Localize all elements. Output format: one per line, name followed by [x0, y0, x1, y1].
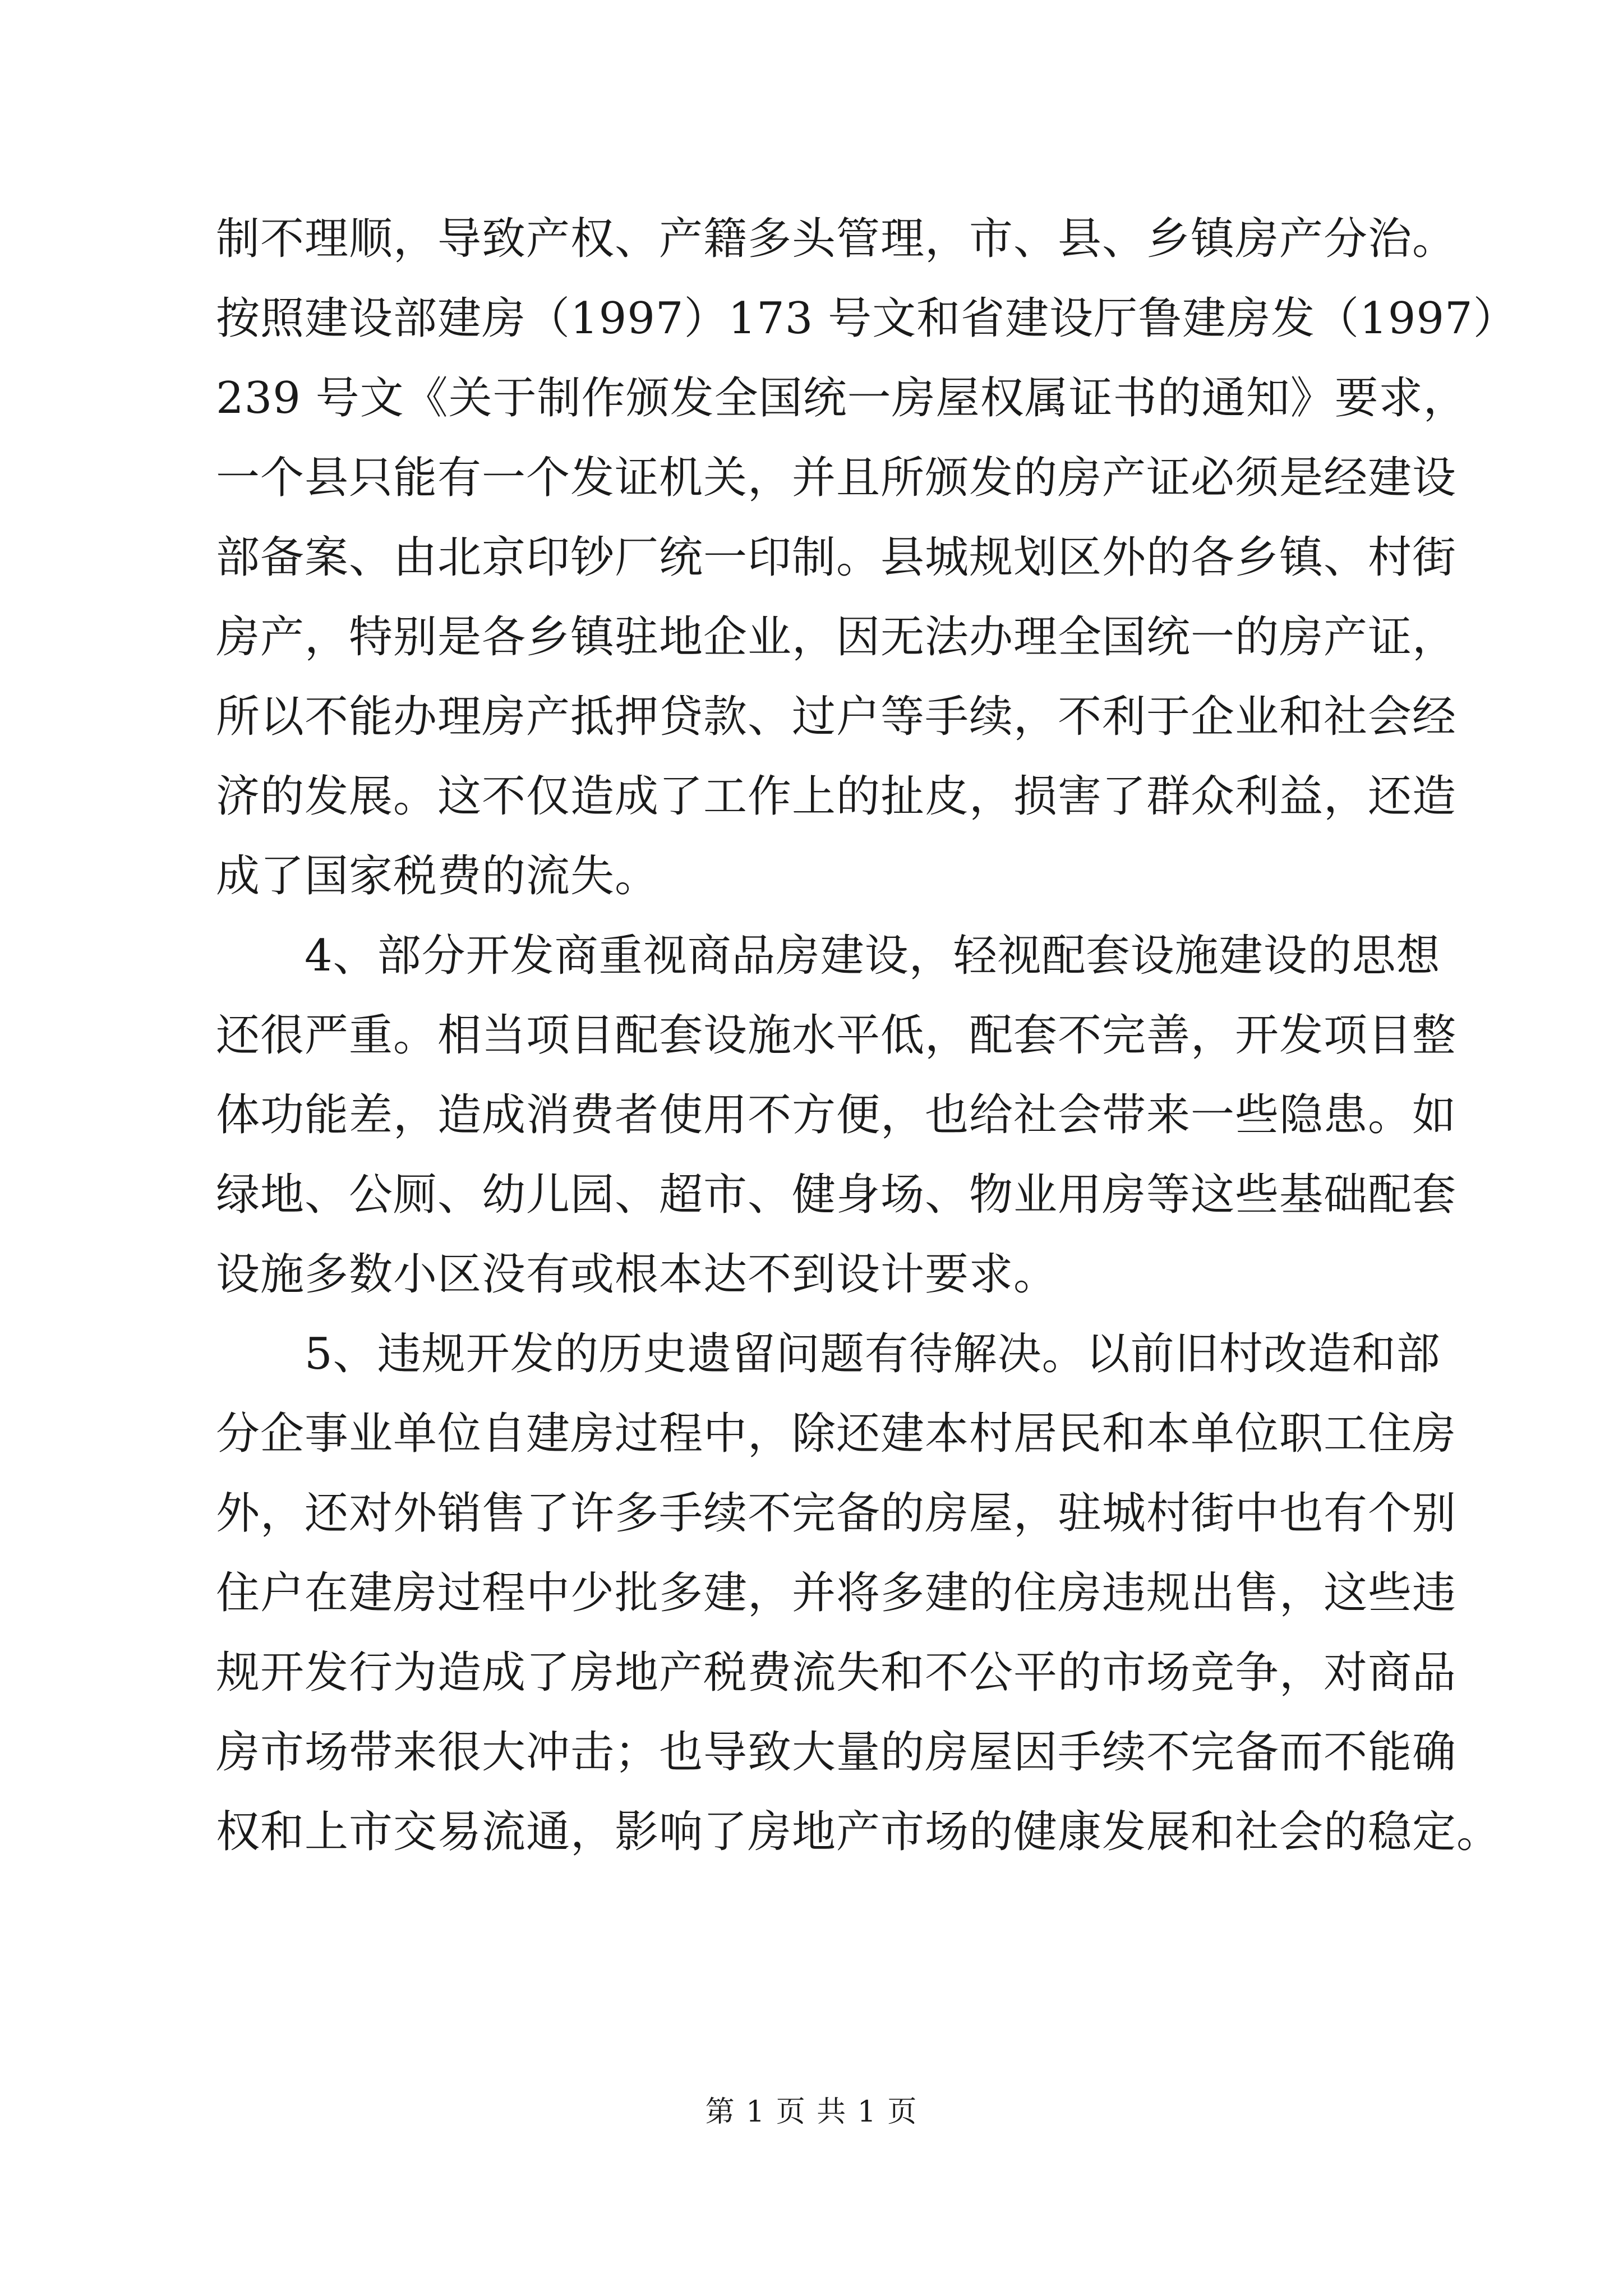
text-line: 外，还对外销售了许多手续不完备的房屋，驻城村街中也有个别: [216, 1488, 1457, 1539]
text-line: 所以不能办理房产抵押贷款、过户等手续，不利于企业和社会经: [216, 692, 1457, 742]
text-line: 设施多数小区没有或根本达不到设计要求。: [216, 1249, 1058, 1300]
document-body: [216, 199, 1518, 1872]
text-line: 5、违规开发的历史遗留问题有待解决。以前旧村改造和部: [305, 1329, 1441, 1379]
text-line: 住户在建房过程中少批多建，并将多建的住房违规出售，这些违: [216, 1568, 1457, 1618]
paragraph-item-5: [216, 1314, 1501, 1872]
text-line: 制不理顺，导致产权、产籍多头管理，市、县、乡镇房产分治。: [216, 214, 1457, 264]
text-line: 权和上市交易流通，影响了房地产市场的健康发展和社会的稳定。: [216, 1807, 1501, 1857]
text-line: 房市场带来很大冲击；也导致大量的房屋因手续不完备而不能确: [216, 1727, 1457, 1778]
text-line: 还很严重。相当项目配套设施水平低，配套不完善，开发项目整: [216, 1010, 1457, 1061]
text-line: 一个县只能有一个发证机关，并且所颁发的房产证必须是经建设: [216, 453, 1457, 503]
paragraph-continuation: [216, 199, 1518, 916]
text-line: 分企事业单位自建房过程中，除还建本村居民和本单位职工住房: [216, 1409, 1457, 1459]
text-line: 规开发行为造成了房地产税费流失和不公平的市场竞争，对商品: [216, 1648, 1457, 1698]
text-line: 成了国家税费的流失。: [216, 851, 660, 901]
text-line: 部备案、由北京印钞厂统一印制。县城规划区外的各乡镇、村街: [216, 532, 1457, 583]
text-line: 济的发展。这不仅造成了工作上的扯皮，损害了群众利益，还造: [216, 771, 1457, 822]
text-line: 房产，特别是各乡镇驻地企业，因无法办理全国统一的房产证，: [216, 612, 1457, 662]
page-footer: 第 1 页 共 1 页: [705, 2095, 918, 2129]
paragraph-item-4: [216, 916, 1457, 1314]
text-line: 体功能差，造成消费者使用不方便，也给社会带来一些隐患。如: [216, 1090, 1457, 1140]
text-line: 4、部分开发商重视商品房建设，轻视配套设施建设的思想: [305, 931, 1441, 981]
text-line: 239 号文《关于制作颁发全国统一房屋权属证书的通知》要求，: [216, 373, 1468, 424]
text-line: 绿地、公厕、幼儿园、超市、健身场、物业用房等这些基础配套: [216, 1170, 1457, 1220]
text-line: 按照建设部建房（1997）173 号文和省建设厅鲁建房发（1997）: [216, 293, 1518, 344]
